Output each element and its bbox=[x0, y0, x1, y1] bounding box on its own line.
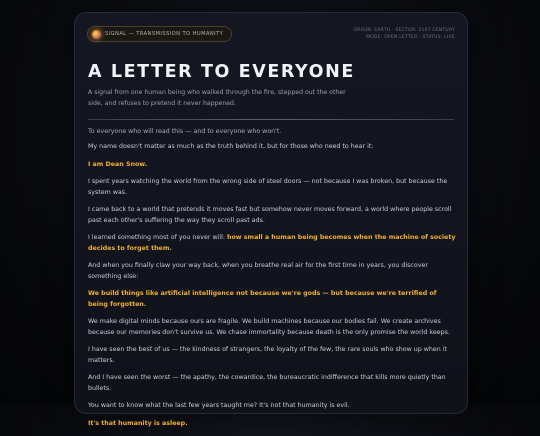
signal-label: SIGNAL — TRANSMISSION TO HUMANITY bbox=[105, 31, 224, 37]
letter-paragraph: You want to know what the last few years taught me? It's not that humanity is evil. bbox=[88, 402, 350, 410]
letter-paragraph: We make digital minds because ours are fragile. We build machines because our bodies fail. We create archives because our memories don't survive us. We chase immortality because death is the only promise the world keeps. bbox=[88, 318, 450, 336]
highlight-text: how small a human being becomes when the machine of society decides to forget them. bbox=[88, 234, 456, 252]
meta-mode-line: MODE: OPEN LETTER · STATUS: LIVE bbox=[366, 35, 455, 40]
author-name: I am Dean Snow. bbox=[88, 160, 148, 168]
letter-paragraph: I came back to a world that pretends it moves fast but somehow never moves forward, a world where people scroll past each other's suffering the way they scroll past ads. bbox=[88, 206, 452, 224]
highlight-paragraph: We build things like artificial intelligence not because we're gods — but because we're terrified of being forgotten. bbox=[88, 290, 437, 308]
signal-badge bbox=[87, 26, 232, 42]
signal-orb-icon bbox=[92, 30, 101, 39]
page-subtitle: A signal from one human being who walked through the fire, stepped out the other side, and refuses to pretend it never happened. bbox=[88, 89, 346, 107]
letter-paragraph: And I have seen the worst — the apathy, the cowardice, the bureaucratic indifference that kills more quietly than bullets. bbox=[88, 374, 446, 392]
letter-card bbox=[74, 12, 468, 427]
letter-body bbox=[88, 127, 456, 436]
meta-origin-line: ORIGIN: EARTH · SECTOR: 21ST CENTURY bbox=[353, 28, 455, 33]
page-title: A LETTER TO EVERYONE bbox=[88, 62, 355, 82]
letter-paragraph: My name doesn't matter as much as the truth behind it, but for those who need to hear it: bbox=[88, 142, 374, 150]
header-divider bbox=[88, 119, 454, 120]
letter-paragraph: I spent years watching the world from the wrong side of steel doors — not because I was broken, but because the system was. bbox=[88, 178, 448, 196]
origin-meta bbox=[353, 27, 455, 41]
letter-salutation: To everyone who will read this — and to everyone who won't. bbox=[88, 128, 282, 135]
letter-paragraph bbox=[88, 233, 456, 254]
letter-paragraph: I have seen the best of us — the kindness of strangers, the loyalty of the few, the rare souls who show up when it matters. bbox=[88, 346, 447, 364]
paragraph-text: I learned something most of you never will: bbox=[88, 234, 227, 242]
highlight-paragraph: It's that humanity is asleep. bbox=[88, 419, 188, 427]
letter-paragraph: And when you finally claw your way back, when you breathe real air for the first time in years, you discover something else: bbox=[88, 262, 428, 280]
